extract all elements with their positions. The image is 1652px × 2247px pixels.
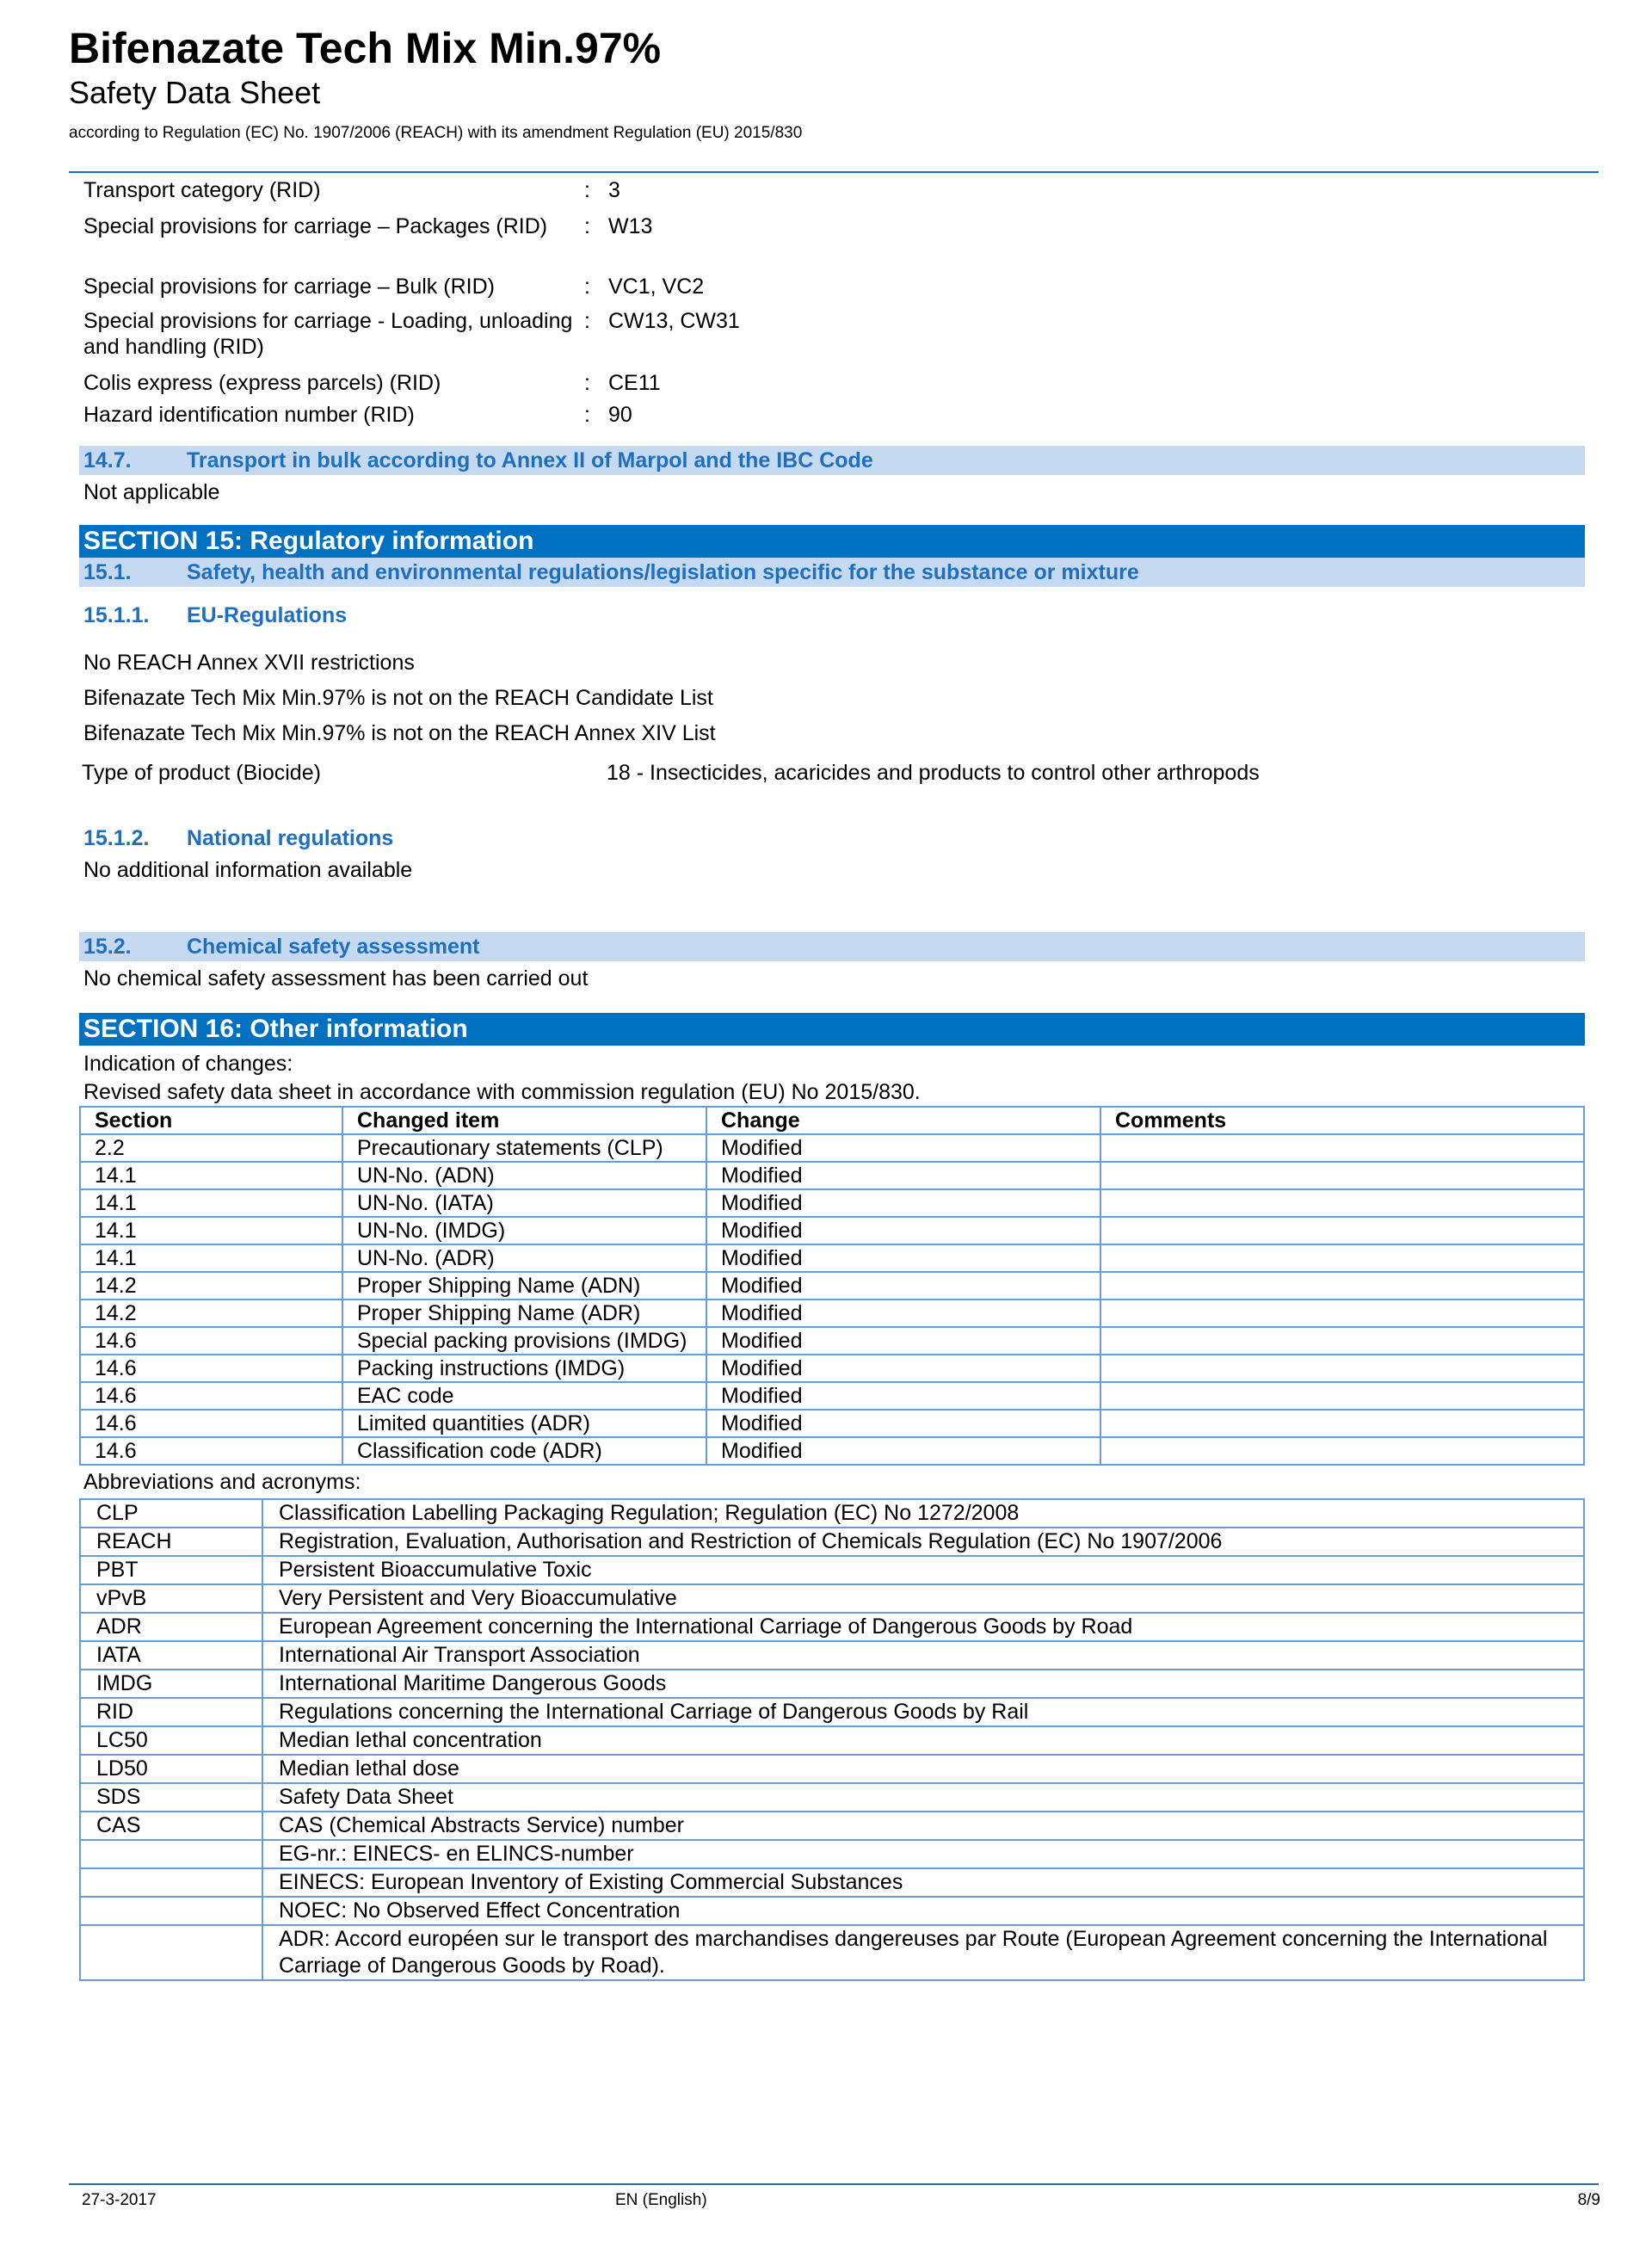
footer-date: 27-3-2017: [82, 2191, 157, 2209]
table-cell: [1100, 1272, 1584, 1299]
footer-divider: [69, 2183, 1599, 2185]
abbreviation-cell: [80, 1868, 262, 1897]
definition-cell: Regulations concerning the International Carriage of Dangerous Goods by Rail: [262, 1698, 1584, 1726]
table-row: [80, 1641, 1584, 1670]
table-row: [80, 1162, 1584, 1189]
document-content: [79, 176, 1585, 1981]
column-header: Comments: [1100, 1107, 1584, 1134]
kv-row: [79, 402, 1585, 446]
table-cell: [1100, 1327, 1584, 1355]
kv-separator: :: [584, 403, 590, 427]
kv-value: CW13, CW31: [608, 309, 740, 333]
table-cell: Modified: [706, 1355, 1100, 1382]
table-cell: Modified: [706, 1189, 1100, 1217]
eu-regulation-line: Bifenazate Tech Mix Min.97% is not on the REACH Annex XIV List: [83, 721, 716, 745]
abbreviations-table: [79, 1498, 1585, 1981]
table-cell: Modified: [706, 1134, 1100, 1162]
table-header-row: [80, 1107, 1584, 1134]
abbreviations-table-body: [80, 1499, 1584, 1980]
header-divider: [69, 171, 1599, 173]
subsection-14-7-header: [79, 446, 1585, 475]
definition-cell: Very Persistent and Very Bioaccumulative: [262, 1584, 1584, 1613]
biocide-row: [79, 758, 1585, 787]
definition-cell: International Maritime Dangerous Goods: [262, 1670, 1584, 1698]
subsection-number: 15.1.2.: [83, 826, 150, 850]
document-header: [69, 22, 1600, 145]
table-cell: Modified: [706, 1327, 1100, 1355]
abbreviation-cell: REACH: [80, 1528, 262, 1556]
kv-key: Transport category (RID): [83, 178, 321, 202]
definition-cell: Persistent Bioaccumulative Toxic: [262, 1556, 1584, 1584]
table-cell: [1100, 1410, 1584, 1437]
column-header: Change: [706, 1107, 1100, 1134]
table-cell: EAC code: [342, 1382, 706, 1410]
subsection-title: EU-Regulations: [187, 603, 348, 627]
subsection-15-1-header: [79, 558, 1585, 587]
table-cell: Precautionary statements (CLP): [342, 1134, 706, 1162]
abbreviation-cell: [80, 1925, 262, 1980]
definition-cell: CAS (Chemical Abstracts Service) number: [262, 1812, 1584, 1840]
section-15-header: SECTION 15: Regulatory information: [79, 525, 1585, 558]
subsection-title: Chemical safety assessment: [187, 935, 480, 959]
kv-separator: :: [584, 309, 590, 333]
table-row: [80, 1670, 1584, 1698]
table-cell: 14.1: [80, 1217, 342, 1244]
subsection-15-1-1-header: [79, 601, 1585, 630]
column-header: Changed item: [342, 1107, 706, 1134]
abbreviation-cell: SDS: [80, 1783, 262, 1812]
table-cell: Modified: [706, 1437, 1100, 1465]
table-cell: Modified: [706, 1162, 1100, 1189]
table-cell: Proper Shipping Name (ADR): [342, 1299, 706, 1327]
regulation-line: according to Regulation (EC) No. 1907/2006 (REACH) with its amendment Regulation (EU) 2015/830: [69, 124, 803, 142]
eu-regulation-line: Bifenazate Tech Mix Min.97% is not on the REACH Candidate List: [83, 686, 713, 710]
table-cell: 14.6: [80, 1437, 342, 1465]
table-row: [80, 1410, 1584, 1437]
subsection-text: No chemical safety assessment has been carried out: [83, 966, 589, 991]
table-cell: [1100, 1355, 1584, 1382]
table-row: [80, 1327, 1584, 1355]
abbreviation-cell: LD50: [80, 1755, 262, 1783]
table-row: [80, 1868, 1584, 1897]
table-row: [80, 1499, 1584, 1528]
kv-key: Special provisions for carriage – Packages (RID): [83, 214, 548, 238]
table-cell: UN-No. (IMDG): [342, 1217, 706, 1244]
table-row: [80, 1812, 1584, 1840]
revised-statement: Revised safety data sheet in accordance with commission regulation (EU) No 2015/830.: [83, 1080, 921, 1104]
table-row: [80, 1528, 1584, 1556]
subsection-text: No additional information available: [83, 858, 413, 882]
table-cell: Limited quantities (ADR): [342, 1410, 706, 1437]
table-cell: Modified: [706, 1299, 1100, 1327]
subsection-title: Safety, health and environmental regulations/legislation specific for the substance or mixture: [187, 560, 1139, 584]
subsection-number: 14.7.: [83, 448, 132, 472]
kv-key: Colis express (express parcels) (RID): [83, 371, 441, 395]
table-cell: Modified: [706, 1272, 1100, 1299]
table-cell: Special packing provisions (IMDG): [342, 1327, 706, 1355]
abbreviation-cell: IMDG: [80, 1670, 262, 1698]
table-cell: [1100, 1382, 1584, 1410]
abbreviation-cell: PBT: [80, 1556, 262, 1584]
abbreviation-cell: CLP: [80, 1499, 262, 1528]
table-cell: UN-No. (IATA): [342, 1189, 706, 1217]
abbreviation-cell: [80, 1840, 262, 1868]
definition-cell: European Agreement concerning the International Carriage of Dangerous Goods by Road: [262, 1613, 1584, 1641]
table-row: [80, 1272, 1584, 1299]
kv-row: [79, 274, 1585, 308]
abbreviations-title: Abbreviations and acronyms:: [83, 1470, 361, 1494]
subsection-title: Transport in bulk according to Annex II of Marpol and the IBC Code: [187, 448, 873, 472]
abbreviation-cell: IATA: [80, 1641, 262, 1670]
abbreviation-cell: vPvB: [80, 1584, 262, 1613]
table-cell: [1100, 1244, 1584, 1272]
table-cell: Modified: [706, 1382, 1100, 1410]
table-cell: 14.1: [80, 1162, 342, 1189]
table-cell: [1100, 1189, 1584, 1217]
table-row: [80, 1897, 1584, 1925]
table-row: [80, 1755, 1584, 1783]
definition-cell: International Air Transport Association: [262, 1641, 1584, 1670]
table-cell: Modified: [706, 1217, 1100, 1244]
table-row: [80, 1217, 1584, 1244]
table-cell: Classification code (ADR): [342, 1437, 706, 1465]
document-title: Bifenazate Tech Mix Min.97%: [69, 24, 662, 72]
abbreviation-cell: RID: [80, 1698, 262, 1726]
column-header: Section: [80, 1107, 342, 1134]
footer-language: EN (English): [615, 2191, 707, 2209]
kv-value: 90: [608, 403, 632, 427]
definition-cell: Classification Labelling Packaging Regulation; Regulation (EC) No 1272/2008: [262, 1499, 1584, 1528]
kv-key: Special provisions for carriage - Loading, unloading and handling (RID): [83, 309, 573, 359]
kv-row: [79, 177, 1585, 213]
transport-rid-list: [79, 177, 1585, 446]
table-cell: [1100, 1437, 1584, 1465]
table-cell: Modified: [706, 1244, 1100, 1272]
table-row: [80, 1840, 1584, 1868]
table-cell: [1100, 1134, 1584, 1162]
kv-separator: :: [584, 275, 590, 299]
kv-separator: :: [584, 371, 590, 395]
kv-row: [79, 370, 1585, 402]
table-row: [80, 1556, 1584, 1584]
kv-value: VC1, VC2: [608, 275, 705, 299]
abbreviation-cell: [80, 1897, 262, 1925]
section-16-header: SECTION 16: Other information: [79, 1013, 1585, 1046]
kv-row: [79, 213, 1585, 274]
subsection-15-2-header: [79, 932, 1585, 961]
table-cell: 14.6: [80, 1382, 342, 1410]
definition-cell: EINECS: European Inventory of Existing Commercial Substances: [262, 1868, 1584, 1897]
table-row: [80, 1783, 1584, 1812]
table-cell: 14.2: [80, 1299, 342, 1327]
kv-value: 18 - Insecticides, acaricides and products to control other arthropods: [607, 761, 1260, 785]
indication-of-changes: Indication of changes:: [83, 1052, 293, 1076]
table-row: [80, 1299, 1584, 1327]
table-cell: 14.6: [80, 1355, 342, 1382]
kv-value: CE11: [608, 371, 661, 395]
subsection-number: 15.2.: [83, 935, 132, 959]
changes-table-body: [80, 1134, 1584, 1465]
table-cell: UN-No. (ADN): [342, 1162, 706, 1189]
table-row: [80, 1244, 1584, 1272]
changes-table: [79, 1106, 1585, 1466]
subsection-title: National regulations: [187, 826, 394, 850]
definition-cell: NOEC: No Observed Effect Concentration: [262, 1897, 1584, 1925]
table-row: [80, 1134, 1584, 1162]
subsection-15-1-2-header: [79, 824, 1585, 853]
table-row: [80, 1437, 1584, 1465]
eu-regulations-list: [79, 645, 1585, 751]
table-row: [80, 1925, 1584, 1980]
abbreviation-cell: CAS: [80, 1812, 262, 1840]
definition-cell: Safety Data Sheet: [262, 1783, 1584, 1812]
table-row: [80, 1698, 1584, 1726]
kv-value: 3: [608, 178, 620, 202]
document-subtitle: Safety Data Sheet: [69, 75, 321, 110]
kv-separator: :: [584, 214, 590, 238]
table-cell: Packing instructions (IMDG): [342, 1355, 706, 1382]
table-cell: [1100, 1162, 1584, 1189]
abbreviation-cell: LC50: [80, 1726, 262, 1755]
kv-key: Type of product (Biocide): [82, 761, 321, 785]
kv-value: W13: [608, 214, 653, 238]
table-cell: Modified: [706, 1410, 1100, 1437]
eu-regulation-line: No REACH Annex XVII restrictions: [83, 651, 415, 675]
definition-cell: EG-nr.: EINECS- en ELINCS-number: [262, 1840, 1584, 1868]
table-cell: 14.2: [80, 1272, 342, 1299]
table-cell: [1100, 1217, 1584, 1244]
table-cell: Proper Shipping Name (ADN): [342, 1272, 706, 1299]
kv-key: Hazard identification number (RID): [83, 403, 415, 427]
kv-separator: :: [584, 178, 590, 202]
subsection-text: Not applicable: [83, 480, 220, 504]
kv-key: Special provisions for carriage – Bulk (RID): [83, 275, 495, 299]
definition-cell: Registration, Evaluation, Authorisation and Restriction of Chemicals Regulation (EC) No 1907/2006: [262, 1528, 1584, 1556]
abbreviation-cell: ADR: [80, 1613, 262, 1641]
table-cell: 14.6: [80, 1327, 342, 1355]
table-row: [80, 1382, 1584, 1410]
subsection-number: 15.1.: [83, 560, 132, 584]
subsection-number: 15.1.1.: [83, 603, 150, 627]
table-row: [80, 1189, 1584, 1217]
footer-page-number: 8/9: [1577, 2191, 1600, 2209]
table-cell: UN-No. (ADR): [342, 1244, 706, 1272]
kv-row: [79, 308, 1585, 370]
definition-cell: Median lethal dose: [262, 1755, 1584, 1783]
table-cell: [1100, 1299, 1584, 1327]
definition-cell: ADR: Accord européen sur le transport des marchandises dangereuses par Route (European Agreement concerning the International Carriage of Dangerous Goods by Road).: [262, 1925, 1584, 1980]
table-cell: 14.6: [80, 1410, 342, 1437]
table-cell: 2.2: [80, 1134, 342, 1162]
table-row: [80, 1355, 1584, 1382]
table-cell: 14.1: [80, 1244, 342, 1272]
table-row: [80, 1613, 1584, 1641]
table-cell: 14.1: [80, 1189, 342, 1217]
definition-cell: Median lethal concentration: [262, 1726, 1584, 1755]
table-row: [80, 1726, 1584, 1755]
table-row: [80, 1584, 1584, 1613]
